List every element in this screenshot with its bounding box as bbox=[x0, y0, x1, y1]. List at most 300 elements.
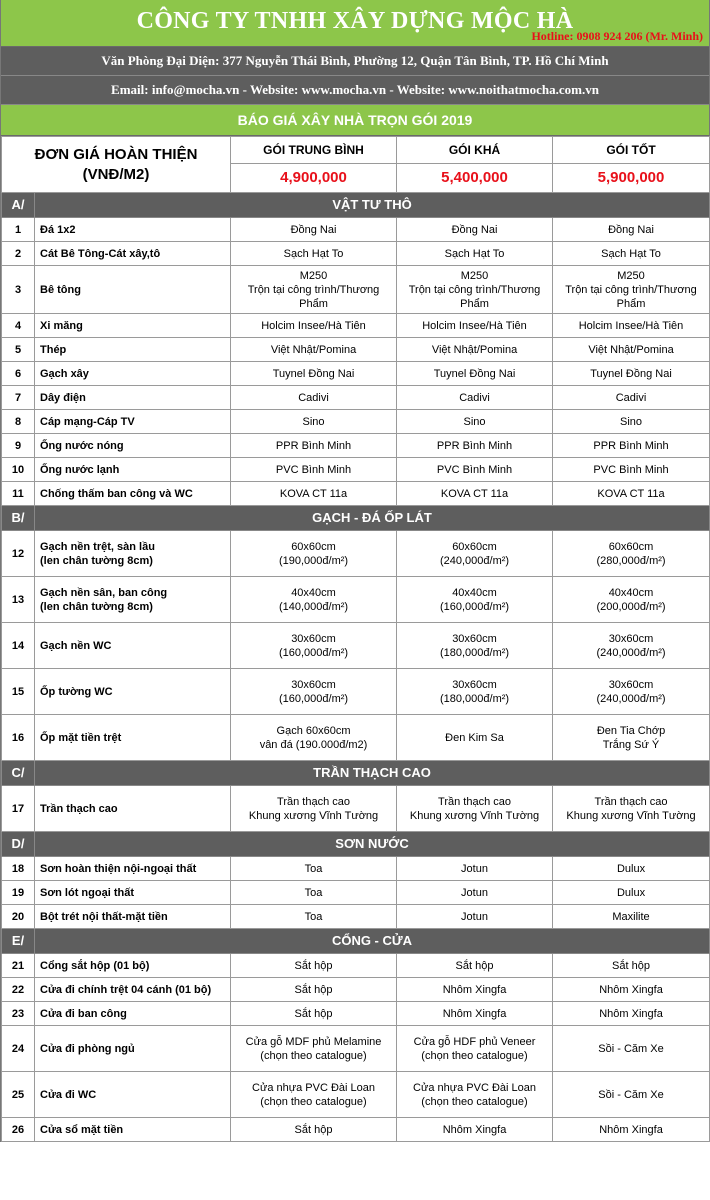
price-table-body bbox=[2, 193, 710, 1142]
spec-best bbox=[553, 978, 710, 1002]
table-row bbox=[2, 881, 710, 905]
spec-line: Dulux bbox=[616, 886, 646, 899]
section-row bbox=[2, 761, 710, 786]
spec-line: Nhôm Xingfa bbox=[442, 1123, 507, 1136]
item-name-line: Xi măng bbox=[40, 319, 83, 332]
spec-line: KOVA CT 11a bbox=[279, 487, 348, 500]
table-row bbox=[2, 362, 710, 386]
spec-line: Tuynel Đồng Nai bbox=[590, 367, 672, 380]
spec-standard bbox=[231, 669, 397, 715]
item-name bbox=[35, 482, 231, 506]
item-name-line: Ống nước lạnh bbox=[40, 463, 120, 476]
spec-good bbox=[397, 531, 553, 577]
item-name bbox=[35, 314, 231, 338]
contact-bar: Email: info@mocha.vn - Website: www.mocha.vn - Website: www.noithatmocha.com.vn bbox=[1, 76, 709, 105]
spec-line: Cửa nhựa PVC Đài Loan bbox=[252, 1081, 375, 1094]
item-name bbox=[35, 577, 231, 623]
section-title: CỔNG - CỬA bbox=[35, 929, 710, 954]
item-name-line: Gạch nền WC bbox=[40, 639, 112, 652]
spec-line: (180,000đ/m²) bbox=[439, 692, 510, 705]
table-row bbox=[2, 786, 710, 832]
spec-line: Cadivi bbox=[459, 391, 490, 404]
spec-line: KOVA CT 11a bbox=[597, 487, 665, 500]
spec-good bbox=[397, 1002, 553, 1026]
item-name-line: Cửa đi ban công bbox=[40, 1007, 127, 1020]
item-name bbox=[35, 458, 231, 482]
spec-best bbox=[553, 266, 710, 314]
item-name bbox=[35, 1072, 231, 1118]
spec-standard bbox=[231, 1002, 397, 1026]
spec-standard bbox=[231, 218, 397, 242]
item-name-line: (len chân tường 8cm) bbox=[40, 554, 153, 567]
item-name-line: Sơn hoàn thiện nội-ngoại thất bbox=[40, 862, 197, 875]
row-number: 11 bbox=[2, 482, 35, 506]
row-number: 5 bbox=[2, 338, 35, 362]
spec-line: 60x60cm bbox=[608, 540, 654, 553]
table-row bbox=[2, 1118, 710, 1142]
item-name-line: Bột trét nội thất-mặt tiền bbox=[40, 910, 168, 923]
item-name bbox=[35, 434, 231, 458]
row-number: 22 bbox=[2, 978, 35, 1002]
spec-line: Tuynel Đồng Nai bbox=[433, 367, 516, 380]
spec-line: (chọn theo catalogue) bbox=[421, 1049, 528, 1062]
item-name bbox=[35, 786, 231, 832]
row-number: 26 bbox=[2, 1118, 35, 1142]
row-number: 8 bbox=[2, 410, 35, 434]
hotline: Hotline: 0908 924 206 (Mr. Minh) bbox=[531, 29, 703, 43]
spec-standard bbox=[231, 314, 397, 338]
spec-good bbox=[397, 1118, 553, 1142]
section-code: B/ bbox=[2, 506, 35, 531]
table-row bbox=[2, 857, 710, 881]
section-code: A/ bbox=[2, 193, 35, 218]
price-table bbox=[1, 136, 710, 1142]
spec-standard bbox=[231, 715, 397, 761]
item-name-line: Cửa đi WC bbox=[40, 1088, 97, 1101]
item-name bbox=[35, 905, 231, 929]
spec-line: Holcim Insee/Hà Tiên bbox=[422, 319, 527, 332]
table-row bbox=[2, 458, 710, 482]
spec-line: Sắt hộp bbox=[294, 1007, 333, 1020]
item-name bbox=[35, 242, 231, 266]
item-name-line: Cửa sổ mặt tiền bbox=[40, 1123, 124, 1136]
item-name bbox=[35, 857, 231, 881]
spec-line: Nhôm Xingfa bbox=[599, 1123, 663, 1136]
spec-line: (200,000đ/m²) bbox=[596, 600, 666, 613]
spec-best bbox=[553, 881, 710, 905]
item-name-line: Cửa đi chính trệt 04 cánh (01 bộ) bbox=[40, 983, 212, 996]
spec-line: 30x60cm bbox=[452, 632, 497, 645]
section-title: TRẦN THẠCH CAO bbox=[35, 761, 710, 786]
spec-best bbox=[553, 715, 710, 761]
company-name: CÔNG TY TNHH XÂY DỰNG MỘC HÀ bbox=[136, 8, 574, 34]
package-name-standard: GÓI TRUNG BÌNH bbox=[231, 137, 397, 164]
spec-best bbox=[553, 242, 710, 266]
row-number: 24 bbox=[2, 1026, 35, 1072]
table-row bbox=[2, 1072, 710, 1118]
quote-title: BÁO GIÁ XÂY NHÀ TRỌN GÓI 2019 bbox=[1, 105, 709, 136]
spec-line: Khung xương Vĩnh Tường bbox=[409, 809, 540, 822]
spec-best bbox=[553, 531, 710, 577]
spec-good bbox=[397, 410, 553, 434]
spec-standard bbox=[231, 881, 397, 905]
spec-standard bbox=[231, 434, 397, 458]
spec-best bbox=[553, 338, 710, 362]
spec-line: (190,000đ/m²) bbox=[278, 554, 349, 567]
package-price-good: 5,400,000 bbox=[397, 164, 553, 193]
spec-best bbox=[553, 623, 710, 669]
section-code: E/ bbox=[2, 929, 35, 954]
item-name-line: Cát Bê Tông-Cát xây,tô bbox=[40, 247, 161, 260]
spec-standard bbox=[231, 1118, 397, 1142]
spec-line: Sồi - Căm Xe bbox=[598, 1042, 664, 1055]
spec-line: 40x40cm bbox=[608, 586, 654, 599]
spec-good bbox=[397, 954, 553, 978]
item-name bbox=[35, 362, 231, 386]
row-number: 15 bbox=[2, 669, 35, 715]
package-name-best: GÓI TỐT bbox=[553, 137, 710, 164]
spec-best bbox=[553, 577, 710, 623]
spec-line: Trộn tại công trình/Thương bbox=[247, 283, 380, 296]
section-row bbox=[2, 506, 710, 531]
table-row bbox=[2, 531, 710, 577]
section-title: GẠCH - ĐÁ ỐP LÁT bbox=[35, 506, 710, 531]
item-name-line: Ống nước nóng bbox=[40, 439, 124, 452]
spec-line: (240,000đ/m²) bbox=[596, 646, 666, 659]
spec-standard bbox=[231, 242, 397, 266]
spec-good bbox=[397, 482, 553, 506]
item-name bbox=[35, 531, 231, 577]
item-name bbox=[35, 338, 231, 362]
spec-best bbox=[553, 410, 710, 434]
spec-best bbox=[553, 1002, 710, 1026]
spec-good bbox=[397, 386, 553, 410]
table-row bbox=[2, 338, 710, 362]
spec-standard bbox=[231, 857, 397, 881]
table-row bbox=[2, 482, 710, 506]
spec-good bbox=[397, 266, 553, 314]
spec-line: M250 bbox=[460, 269, 489, 282]
item-name-line: Đá 1x2 bbox=[40, 223, 76, 236]
spec-good bbox=[397, 1026, 553, 1072]
table-row bbox=[2, 218, 710, 242]
spec-standard bbox=[231, 531, 397, 577]
row-number: 2 bbox=[2, 242, 35, 266]
row-number: 25 bbox=[2, 1072, 35, 1118]
spec-line: Sồi - Căm Xe bbox=[598, 1088, 664, 1101]
spec-line: KOVA CT 11a bbox=[440, 487, 509, 500]
item-name-line: Sơn lót ngoại thất bbox=[40, 886, 134, 899]
spec-standard bbox=[231, 1072, 397, 1118]
spec-line: Khung xương Vĩnh Tường bbox=[566, 809, 696, 822]
spec-line: PPR Bình Minh bbox=[593, 439, 669, 452]
item-name-line: Gạch xây bbox=[40, 367, 89, 380]
row-number: 13 bbox=[2, 577, 35, 623]
spec-line: M250 bbox=[617, 269, 645, 282]
spec-line: (chọn theo catalogue) bbox=[260, 1095, 367, 1108]
spec-best bbox=[553, 458, 710, 482]
table-row bbox=[2, 954, 710, 978]
spec-line: Sạch Hạt To bbox=[601, 247, 661, 260]
spec-best bbox=[553, 362, 710, 386]
table-row bbox=[2, 715, 710, 761]
spec-line: Sắt hộp bbox=[612, 959, 650, 972]
row-number: 17 bbox=[2, 786, 35, 832]
table-row bbox=[2, 1026, 710, 1072]
spec-best bbox=[553, 1026, 710, 1072]
spec-line: Trộn tại công trình/Thương bbox=[408, 283, 541, 296]
spec-line: 40x40cm bbox=[452, 586, 497, 599]
spec-line: Sino bbox=[302, 415, 325, 428]
section-title: VẬT TƯ THÔ bbox=[35, 193, 710, 218]
item-name-line: Cáp mạng-Cáp TV bbox=[40, 415, 135, 428]
spec-line: Sạch Hạt To bbox=[444, 247, 505, 260]
spec-line: Jotun bbox=[461, 910, 488, 923]
spec-line: Maxilite bbox=[612, 910, 650, 923]
section-row bbox=[2, 832, 710, 857]
item-name bbox=[35, 1026, 231, 1072]
spec-best bbox=[553, 218, 710, 242]
spec-line: Đồng Nai bbox=[290, 223, 337, 236]
item-name bbox=[35, 881, 231, 905]
spec-line: Jotun bbox=[461, 862, 488, 875]
spec-standard bbox=[231, 786, 397, 832]
row-number: 9 bbox=[2, 434, 35, 458]
item-name bbox=[35, 669, 231, 715]
spec-line: Holcim Insee/Hà Tiên bbox=[261, 319, 366, 332]
spec-line: Gạch 60x60cm bbox=[276, 724, 351, 737]
section-row bbox=[2, 929, 710, 954]
spec-best bbox=[553, 905, 710, 929]
row-number: 16 bbox=[2, 715, 35, 761]
spec-line: (240,000đ/m²) bbox=[596, 692, 666, 705]
spec-line: (160,000đ/m²) bbox=[439, 600, 510, 613]
spec-line: Dulux bbox=[616, 862, 646, 875]
spec-line: 30x60cm bbox=[291, 678, 336, 691]
package-name-row bbox=[2, 137, 710, 164]
spec-line: PVC Bình Minh bbox=[275, 463, 352, 476]
table-row bbox=[2, 978, 710, 1002]
item-name bbox=[35, 623, 231, 669]
spec-line: (160,000đ/m²) bbox=[278, 692, 349, 705]
spec-good bbox=[397, 218, 553, 242]
spec-standard bbox=[231, 266, 397, 314]
item-name bbox=[35, 954, 231, 978]
spec-line: Khung xương Vĩnh Tường bbox=[248, 809, 379, 822]
spec-line: Đen Tia Chớp bbox=[596, 724, 666, 737]
spec-good bbox=[397, 314, 553, 338]
spec-line: Cửa gỗ HDF phủ Veneer bbox=[413, 1035, 536, 1048]
spec-line: Sắt hộp bbox=[294, 1123, 333, 1136]
spec-standard bbox=[231, 338, 397, 362]
item-name-line: Trần thạch cao bbox=[40, 802, 118, 815]
table-row bbox=[2, 242, 710, 266]
spec-line: 40x40cm bbox=[291, 586, 336, 599]
unit-price-title: ĐƠN GIÁ HOÀN THIỆN bbox=[34, 145, 198, 163]
package-price-standard: 4,900,000 bbox=[231, 164, 397, 193]
spec-line: Việt Nhật/Pomina bbox=[270, 343, 357, 356]
spec-line: Holcim Insee/Hà Tiên bbox=[578, 319, 684, 332]
item-name-line: Chống thấm ban công và WC bbox=[40, 487, 193, 500]
spec-standard bbox=[231, 1026, 397, 1072]
row-number: 21 bbox=[2, 954, 35, 978]
row-number: 4 bbox=[2, 314, 35, 338]
row-number: 3 bbox=[2, 266, 35, 314]
table-row bbox=[2, 1002, 710, 1026]
spec-line: Trần thạch cao bbox=[594, 795, 668, 808]
spec-line: Toa bbox=[304, 886, 323, 899]
spec-standard bbox=[231, 386, 397, 410]
row-number: 23 bbox=[2, 1002, 35, 1026]
section-title: SƠN NƯỚC bbox=[35, 832, 710, 857]
spec-best bbox=[553, 482, 710, 506]
item-name bbox=[35, 715, 231, 761]
spec-line: Sắt hộp bbox=[455, 959, 494, 972]
spec-line: 30x60cm bbox=[608, 678, 654, 691]
table-row bbox=[2, 434, 710, 458]
item-name bbox=[35, 218, 231, 242]
item-name bbox=[35, 1118, 231, 1142]
spec-line: Trắng Sứ Ý bbox=[602, 738, 660, 751]
spec-standard bbox=[231, 458, 397, 482]
spec-line: PPR Bình Minh bbox=[436, 439, 513, 452]
spec-line: Tuynel Đồng Nai bbox=[272, 367, 355, 380]
spec-best bbox=[553, 857, 710, 881]
spec-line: vân đá (190.000đ/m2) bbox=[259, 738, 368, 751]
package-name-good: GÓI KHÁ bbox=[397, 137, 553, 164]
spec-good bbox=[397, 669, 553, 715]
spec-line: (160,000đ/m²) bbox=[278, 646, 349, 659]
spec-line: Phẩm bbox=[616, 297, 646, 310]
row-number: 14 bbox=[2, 623, 35, 669]
spec-good bbox=[397, 623, 553, 669]
item-name bbox=[35, 410, 231, 434]
table-row bbox=[2, 410, 710, 434]
spec-line: Cửa nhựa PVC Đài Loan bbox=[413, 1081, 536, 1094]
spec-line: Cửa gỗ MDF phủ Melamine bbox=[245, 1035, 382, 1048]
row-number: 20 bbox=[2, 905, 35, 929]
spec-good bbox=[397, 338, 553, 362]
spec-standard bbox=[231, 410, 397, 434]
spec-line: 30x60cm bbox=[452, 678, 497, 691]
spec-line: (chọn theo catalogue) bbox=[421, 1095, 528, 1108]
spec-line: Phẩm bbox=[299, 297, 328, 310]
spec-good bbox=[397, 242, 553, 266]
title-bar bbox=[1, 0, 709, 47]
spec-standard bbox=[231, 482, 397, 506]
spec-line: Trần thạch cao bbox=[277, 795, 350, 808]
spec-line: Sắt hộp bbox=[294, 983, 333, 996]
item-name-line: Cổng sắt hộp (01 bộ) bbox=[40, 959, 150, 972]
spec-line: Cadivi bbox=[615, 391, 647, 404]
spec-line: (280,000đ/m²) bbox=[596, 554, 666, 567]
item-name-line: Gạch nền sân, ban công bbox=[40, 586, 168, 599]
section-row bbox=[2, 193, 710, 218]
item-name bbox=[35, 978, 231, 1002]
spec-standard bbox=[231, 978, 397, 1002]
spec-good bbox=[397, 458, 553, 482]
spec-line: (240,000đ/m²) bbox=[439, 554, 510, 567]
item-name bbox=[35, 266, 231, 314]
spec-line: Toa bbox=[304, 910, 323, 923]
table-row bbox=[2, 623, 710, 669]
package-price-best: 5,900,000 bbox=[553, 164, 710, 193]
spec-line: Trần thạch cao bbox=[438, 795, 511, 808]
spec-line: Việt Nhật/Pomina bbox=[431, 343, 518, 356]
item-name-line: Thép bbox=[40, 343, 67, 356]
item-name bbox=[35, 386, 231, 410]
spec-line: (chọn theo catalogue) bbox=[260, 1049, 367, 1062]
unit-price-unit: (VNĐ/M2) bbox=[82, 165, 150, 183]
spec-good bbox=[397, 786, 553, 832]
spec-best bbox=[553, 786, 710, 832]
address-bar: Văn Phòng Đại Diện: 377 Nguyễn Thái Bình, Phường 12, Quận Tân Bình, TP. Hồ Chí Minh bbox=[1, 47, 709, 76]
spec-best bbox=[553, 314, 710, 338]
spec-line: Đồng Nai bbox=[451, 223, 498, 236]
spec-good bbox=[397, 881, 553, 905]
table-row bbox=[2, 266, 710, 314]
spec-good bbox=[397, 577, 553, 623]
spec-best bbox=[553, 434, 710, 458]
item-name-line: Ốp mặt tiền trệt bbox=[40, 731, 122, 744]
item-name-line: Cửa đi phòng ngủ bbox=[40, 1042, 135, 1055]
spec-standard bbox=[231, 905, 397, 929]
spec-line: Phẩm bbox=[460, 297, 489, 310]
row-number: 10 bbox=[2, 458, 35, 482]
spec-good bbox=[397, 362, 553, 386]
section-code: C/ bbox=[2, 761, 35, 786]
section-code: D/ bbox=[2, 832, 35, 857]
spec-best bbox=[553, 1118, 710, 1142]
spec-line: Nhôm Xingfa bbox=[442, 1007, 507, 1020]
spec-line: Nhôm Xingfa bbox=[599, 983, 663, 996]
spec-line: 30x60cm bbox=[608, 632, 654, 645]
spec-line: 60x60cm bbox=[452, 540, 497, 553]
row-number: 12 bbox=[2, 531, 35, 577]
spec-line: M250 bbox=[299, 269, 328, 282]
spec-line: Sạch Hạt To bbox=[283, 247, 344, 260]
spec-best bbox=[553, 386, 710, 410]
row-number: 7 bbox=[2, 386, 35, 410]
spec-good bbox=[397, 905, 553, 929]
spec-line: Jotun bbox=[461, 886, 488, 899]
spec-standard bbox=[231, 577, 397, 623]
table-row bbox=[2, 669, 710, 715]
spec-good bbox=[397, 1072, 553, 1118]
spec-line: Sino bbox=[463, 415, 486, 428]
spec-line: Sino bbox=[620, 415, 643, 428]
row-number: 1 bbox=[2, 218, 35, 242]
spec-line: Cadivi bbox=[298, 391, 329, 404]
spec-line: (180,000đ/m²) bbox=[439, 646, 510, 659]
item-name bbox=[35, 1002, 231, 1026]
spec-line: PVC Bình Minh bbox=[593, 463, 669, 476]
spec-standard bbox=[231, 623, 397, 669]
spec-line: Việt Nhật/Pomina bbox=[588, 343, 674, 356]
item-name-line: Ốp tường WC bbox=[40, 685, 113, 698]
spec-good bbox=[397, 857, 553, 881]
row-number: 6 bbox=[2, 362, 35, 386]
table-row bbox=[2, 386, 710, 410]
spec-line: 30x60cm bbox=[291, 632, 336, 645]
spec-line: 60x60cm bbox=[291, 540, 336, 553]
spec-standard bbox=[231, 362, 397, 386]
spec-line: Sắt hộp bbox=[294, 959, 333, 972]
item-name-line: (len chân tường 8cm) bbox=[40, 600, 153, 613]
row-number: 19 bbox=[2, 881, 35, 905]
item-name-line: Dây điện bbox=[40, 391, 86, 404]
table-row bbox=[2, 905, 710, 929]
